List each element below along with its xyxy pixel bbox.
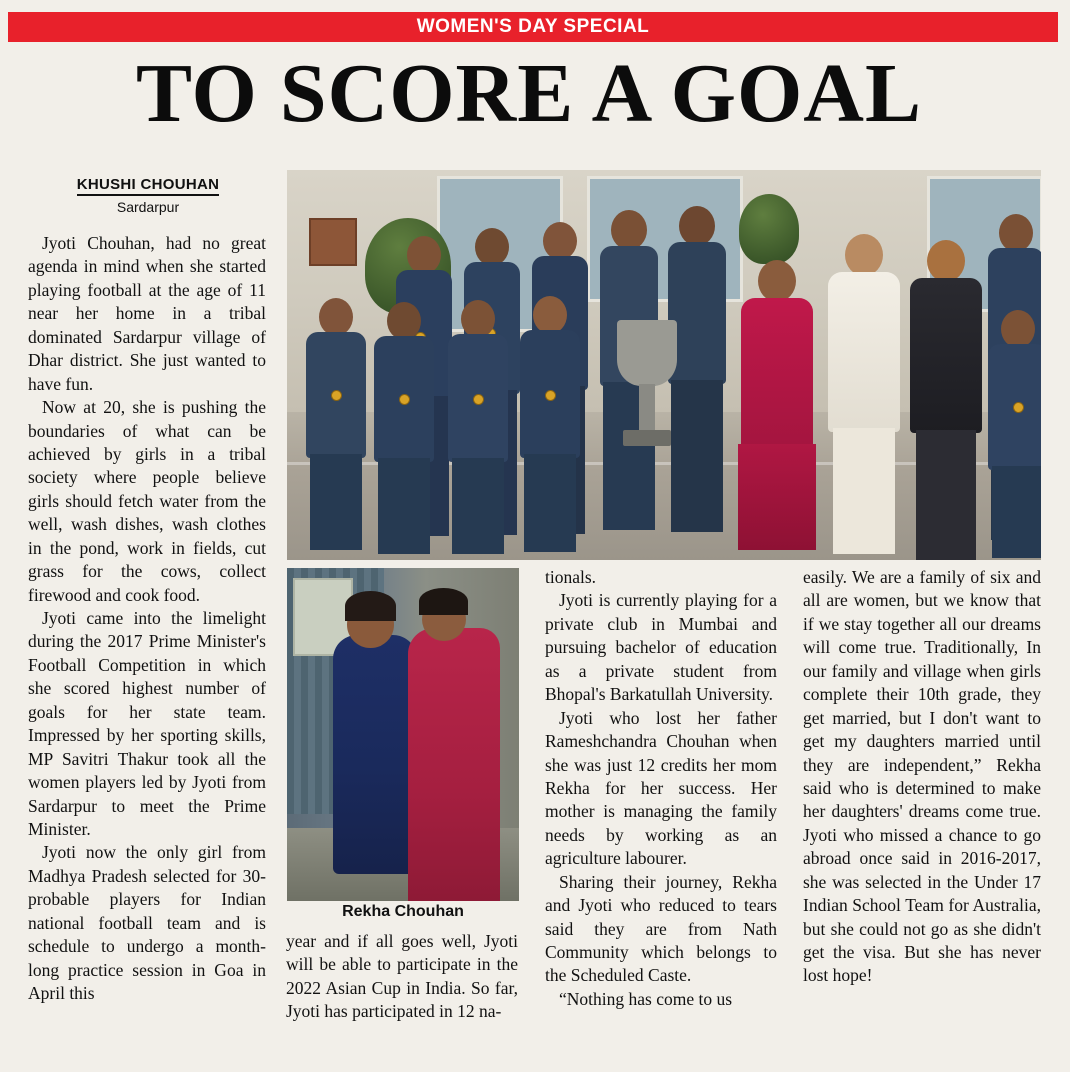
head — [1001, 310, 1035, 348]
jyoti-hair — [345, 591, 396, 621]
head — [679, 206, 715, 246]
trophy-base — [623, 430, 671, 446]
player-front-row — [373, 302, 435, 552]
player-back-row — [667, 206, 727, 536]
brick-lattice — [309, 218, 357, 266]
article-column-4 — [803, 566, 1041, 988]
byline-name-wrap — [28, 176, 268, 196]
head — [758, 260, 796, 302]
banner-label: WOMEN'S DAY SPECIAL — [416, 16, 650, 37]
trophy — [617, 320, 677, 386]
team-with-prime-minister-photo — [287, 170, 1041, 560]
rekha-hair — [419, 588, 468, 615]
photo-scene — [287, 170, 1041, 560]
medal — [399, 394, 410, 405]
kurta — [828, 272, 900, 432]
head — [927, 240, 965, 282]
paragraph: Jyoti is currently playing for a private club in Mumbai and pursuing bachelor of education as a private student from Bhopal's Barkatullah University. — [545, 590, 777, 705]
paragraph: Jyoti who lost her father Rameshchandra Chouhan when she was just 12 credits her mom Rekha for her success. Her mother is managing the family needs by working as an agriculture labourer. — [545, 707, 777, 869]
byline — [28, 176, 268, 215]
byline-place: Sardarpur — [116, 199, 180, 215]
womens-day-special-banner — [8, 12, 1058, 42]
player-front-row — [987, 310, 1041, 556]
head — [543, 222, 577, 260]
paragraph: Jyoti Chouhan, had no great agenda in mind when she started playing football at the age of 11 near her home in a tribal dominated Sardarpur village of Dhar district. She just wanted to have fun. — [28, 233, 266, 394]
pyjama — [833, 428, 895, 554]
paragraph: Jyoti came into the limelight during the 2017 Prime Minister's Football Competition in which she scored highest number of goals for her state team. Impressed by her sporting skills, MP Savitri Thakur took all the women players led by Jyoti from Sardarpur to meet the Prime Minister. — [28, 608, 266, 839]
legs — [671, 380, 723, 532]
photo-caption: Rekha Chouhan — [342, 903, 464, 920]
suit-jacket — [910, 278, 982, 433]
head — [845, 234, 883, 276]
medal — [1013, 402, 1024, 413]
head — [407, 236, 441, 274]
head — [387, 302, 421, 340]
paragraph: tionals. — [545, 567, 597, 587]
legs — [310, 454, 362, 550]
article-column-2 — [286, 930, 518, 1024]
paragraph: Now at 20, she is pushing the boundaries of what can be achieved by girls in a tribal society where people believe girls should fetch water from the well, wash dishes, wash clothes in the pond, work in fields, cut grass for the cows, collect firewood and cook food. — [28, 397, 266, 605]
paragraph: year and if all goes well, Jyoti will be able to participate in the 2022 Asian Cup in India. So far, Jyoti has participated in 12 na- — [286, 931, 518, 1022]
head — [611, 210, 647, 250]
jyoti-figure — [333, 635, 417, 875]
player-front-row — [447, 300, 509, 552]
head — [533, 296, 567, 334]
player-front-row — [519, 296, 581, 552]
head — [461, 300, 495, 338]
dignitary-woman-saree — [739, 260, 815, 550]
head — [475, 228, 509, 266]
paragraph: Jyoti now the only girl from Madhya Pradesh selected for 30-probable players for Indian national football team and is schedule to undergo a month-long practice session in Goa in April this — [28, 842, 266, 1003]
paragraph: “Nothing has come to us — [559, 988, 733, 1009]
trousers — [916, 430, 976, 560]
page-title: TO SCORE A GOAL — [135, 47, 922, 140]
legs — [452, 458, 504, 554]
potted-plant — [739, 194, 799, 264]
prime-minister — [827, 234, 901, 554]
head — [319, 298, 353, 336]
byline-author: KHUSHI CHOUHAN — [77, 176, 220, 196]
saree-upper — [741, 298, 813, 448]
legs — [378, 458, 430, 554]
head — [999, 214, 1033, 252]
player-front-row — [305, 298, 367, 550]
rekha-figure — [408, 628, 501, 901]
article-column-1 — [28, 232, 266, 1005]
trophy-stem — [639, 384, 655, 432]
legs — [992, 466, 1041, 558]
man-in-suit — [909, 240, 983, 560]
rekha-and-jyoti-photo — [287, 568, 519, 901]
saree-lower — [738, 444, 816, 550]
medal — [545, 390, 556, 401]
paragraph: easily. We are a family of six and all are women, but we know that if we stay together all our dreams will come true. Traditionally, In our family and village when girls complete their 10th grade, they get married, but I don't want to get my daughters married until they are independent,” Rekha said who is determined to make her daughters' dreams come true. Jyoti who missed a chance to go abroad once said in 2016-2017, she was selected in the Under 17 Indian School Team for Australia, but she could not go as she didn't get the visa. But she has never lost hope! — [803, 567, 1041, 986]
paragraph: Sharing their journey, Rekha and Jyoti who reduced to tears said they are from Nath Community which belongs to the Scheduled Caste. — [545, 871, 777, 986]
medal — [331, 390, 342, 401]
legs — [524, 454, 576, 552]
medal — [473, 394, 484, 405]
article-column-3 — [545, 566, 777, 1011]
